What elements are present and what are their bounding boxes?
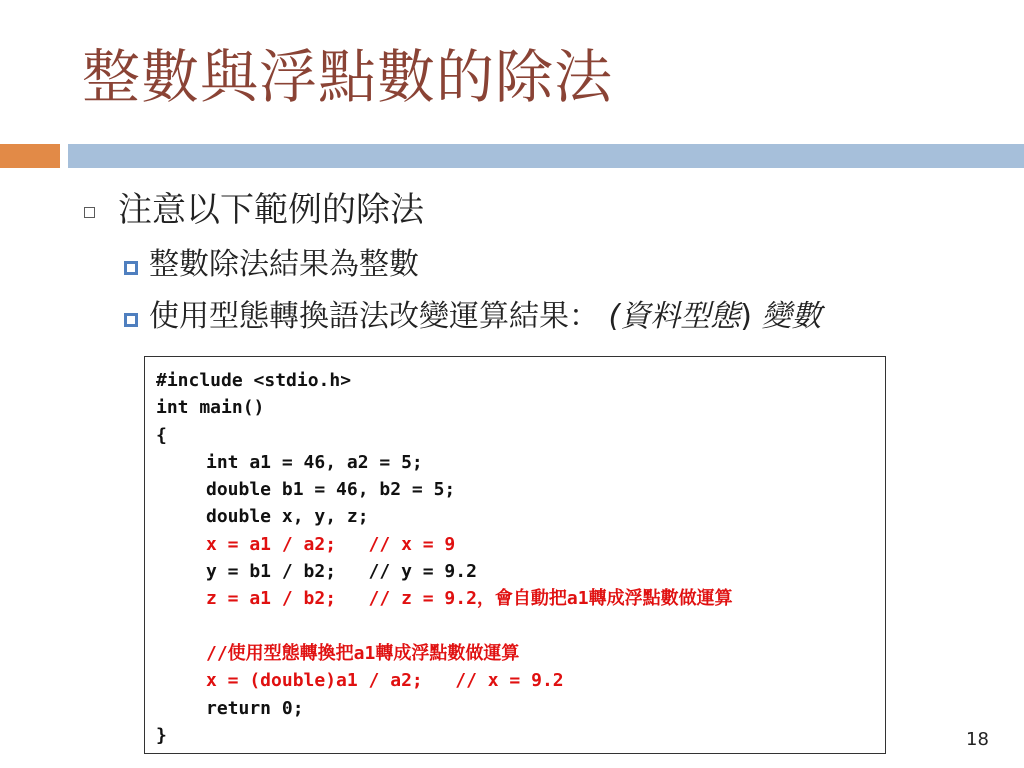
code-line-double-variables: double x, y, z; [206, 506, 369, 528]
code-line-close-brace: } [156, 724, 167, 746]
bullet-text: 注意以下範例的除法 [118, 190, 424, 230]
code-line-include: #include <stdio.h> [156, 370, 352, 391]
bullet-open-paren: ( [608, 299, 621, 334]
slide-title: 整數與浮點數的除法 [82, 43, 614, 111]
bullet-text-group [149, 294, 822, 340]
code-line-cast-comment: //使用型態轉換把a1轉成浮點數做運算 [206, 642, 520, 664]
hollow-square-bullet-icon [84, 207, 95, 218]
bullet-type-term: 資料型態 [620, 299, 741, 334]
code-line-float-division: y = b1 / b2; // y = 9.2 [206, 561, 477, 583]
accent-bar-orange [0, 144, 60, 168]
code-block [144, 356, 886, 754]
code-line-integer-division: x = a1 / a2; // x = 9 [206, 533, 456, 555]
code-line-return: return 0; [206, 697, 304, 719]
bullet-close-paren: ) [740, 299, 752, 334]
bullet-variable-term: 變數 [751, 299, 822, 334]
bullet-text: 整數除法結果為整數 [149, 247, 419, 282]
code-lines [156, 367, 876, 749]
filled-square-bullet-icon [124, 261, 138, 275]
code-line-open-brace: { [156, 424, 167, 446]
code-line-mixed-division: z = a1 / b2; // z = 9.2，會自動把a1轉成浮點數做運算 [206, 588, 733, 610]
code-line-cast-division: x = (double)a1 / a2; // x = 9.2 [206, 670, 564, 692]
code-line-int-declaration: int a1 = 46, a2 = 5; [206, 451, 423, 473]
bullet-text-prefix: 使用型態轉換語法改變運算結果： [149, 299, 609, 334]
code-line-main: int main() [156, 397, 265, 419]
code-line-double-declaration: double b1 = 46, b2 = 5; [206, 479, 456, 501]
code-line-blank [156, 613, 876, 640]
filled-square-bullet-icon [124, 313, 138, 327]
accent-bar-blue [68, 144, 1024, 168]
page-number: 18 [966, 729, 989, 750]
